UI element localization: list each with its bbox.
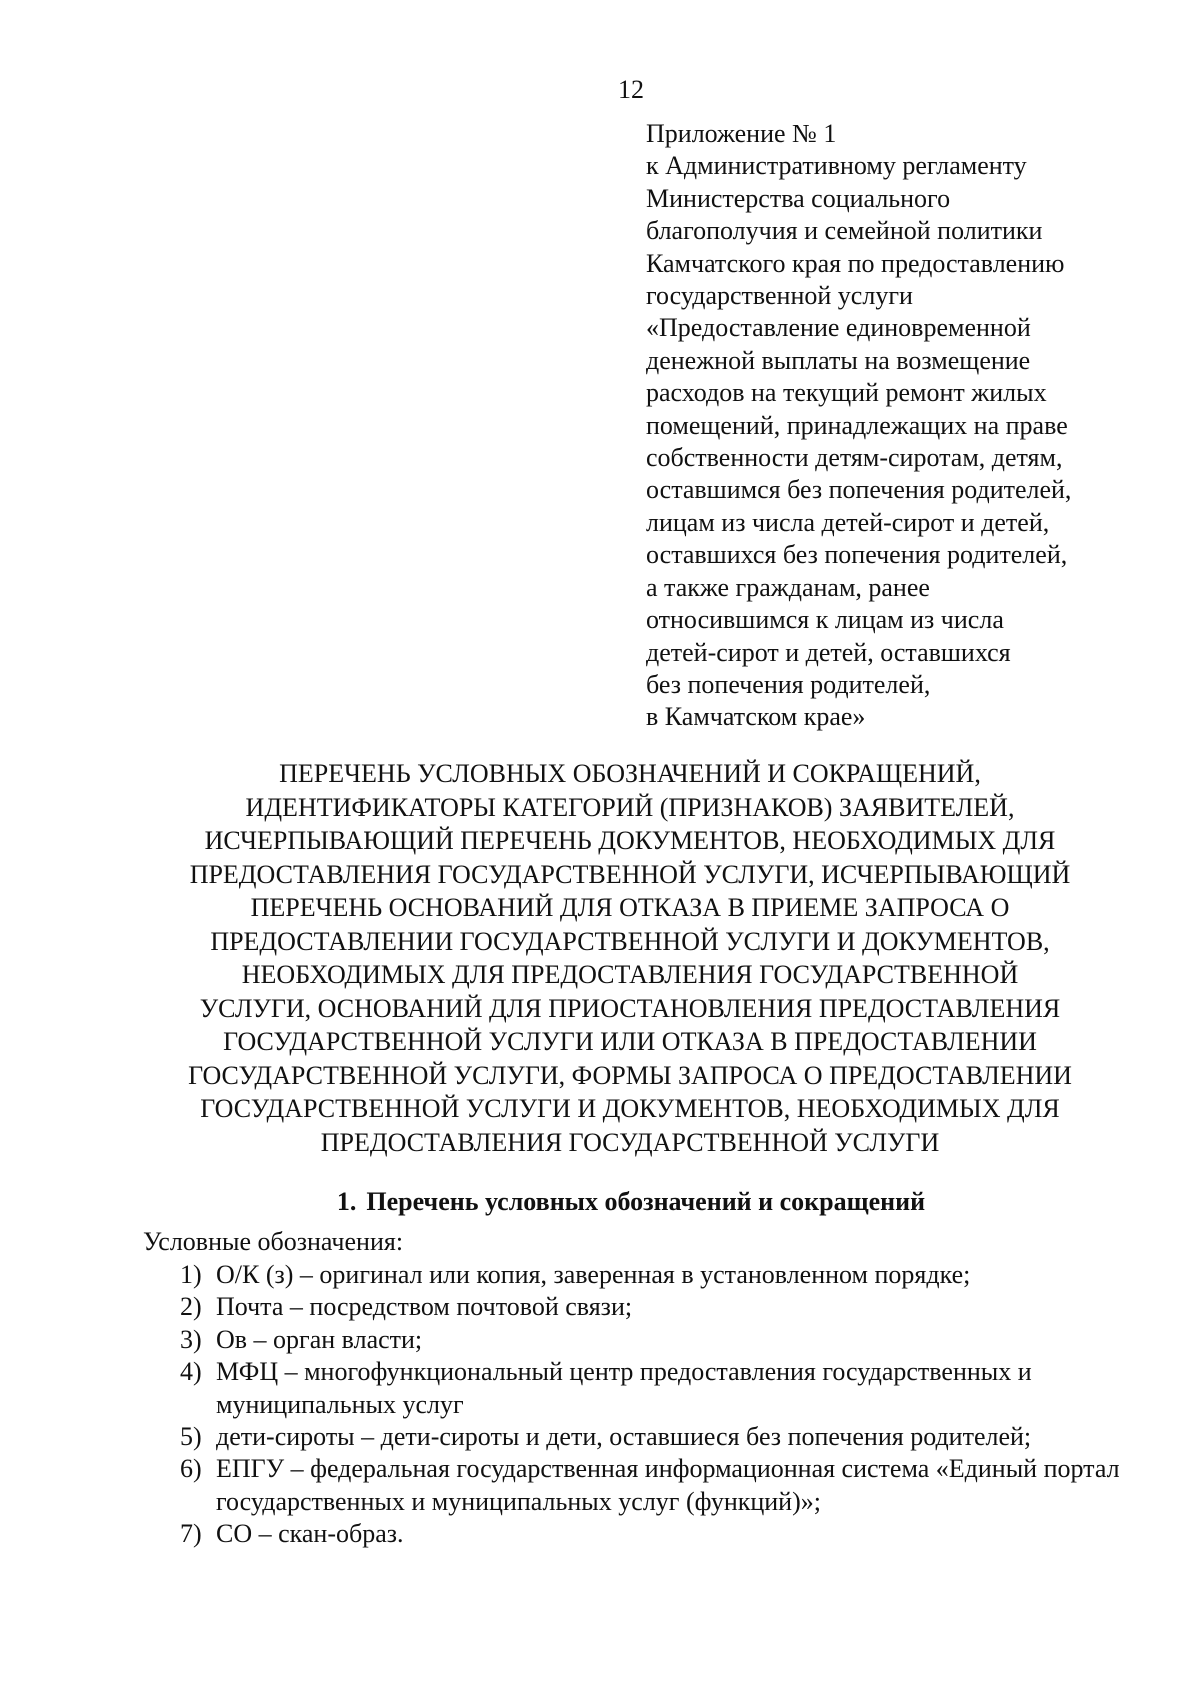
list-marker: 3) xyxy=(180,1324,202,1354)
list-marker: 6) xyxy=(180,1454,202,1484)
appendix-line: к Административному регламенту xyxy=(646,151,1027,181)
appendix-line: без попечения родителей, xyxy=(646,669,931,699)
legend-list xyxy=(180,1259,1130,1551)
title-line: ГОСУДАРСТВЕННОЙ УСЛУГИ ИЛИ ОТКАЗА В ПРЕДОСТАВЛЕНИИ xyxy=(223,1027,1037,1056)
appendix-line: денежной выплаты на возмещение xyxy=(646,345,1031,375)
list-item-text: Почта – посредством почтовой связи; xyxy=(216,1292,633,1322)
list-item-text: ЕПГУ – федеральная государственная информационная система «Единый портал государственных и муниципальных услуг (функций)»; xyxy=(216,1454,1120,1516)
title-line: ГОСУДАРСТВЕННОЙ УСЛУГИ, ФОРМЫ ЗАПРОСА О ПРЕДОСТАВЛЕНИИ xyxy=(188,1060,1072,1090)
appendix-line: детей-сирот и детей, оставшихся xyxy=(646,637,1011,667)
list-item-text: СО – скан-образ. xyxy=(216,1519,404,1549)
appendix-line: благополучия и семейной политики xyxy=(646,216,1043,246)
list-marker: 1) xyxy=(180,1260,202,1289)
title-line: ИСЧЕРПЫВАЮЩИЙ ПЕРЕЧЕНЬ ДОКУМЕНТОВ, НЕОБХОДИМЫХ ДЛЯ xyxy=(204,826,1056,855)
list-marker: 5) xyxy=(180,1422,202,1452)
list-marker: 4) xyxy=(180,1357,202,1387)
title-line: ПРЕДОСТАВЛЕНИЯ ГОСУДАРСТВЕННОЙ УСЛУГИ, ИСЧЕРПЫВАЮЩИЙ xyxy=(189,859,1071,889)
list-item xyxy=(180,1291,1130,1323)
appendix-line: Приложение № 1 xyxy=(646,119,837,148)
page-number: 12 xyxy=(618,75,644,104)
appendix-line: помещений, принадлежащих на праве xyxy=(646,410,1068,440)
list-item-text: дети-сироты – дети-сироты и дети, оставшиеся без попечения родителей; xyxy=(216,1422,1032,1452)
section-heading-text: Перечень условных обозначений и сокращений xyxy=(366,1187,926,1216)
list-item xyxy=(180,1421,1130,1453)
list-marker: 7) xyxy=(180,1519,202,1549)
appendix-line: государственной услуги xyxy=(646,281,913,311)
appendix-line: оставшихся без попечения родителей, xyxy=(646,540,1068,570)
title-line: ПЕРЕЧЕНЬ УСЛОВНЫХ ОБОЗНАЧЕНИЙ И СОКРАЩЕНИЙ, xyxy=(279,759,981,788)
document-title xyxy=(100,757,1160,1159)
list-item-text: МФЦ – многофункциональный центр предоставления государственных и муниципальных услуг xyxy=(216,1357,1032,1419)
section-number: 1. xyxy=(336,1187,357,1216)
title-line: ПЕРЕЧЕНЬ ОСНОВАНИЙ ДЛЯ ОТКАЗА В ПРИЕМЕ ЗАПРОСА О xyxy=(250,893,1010,922)
appendix-line: а также гражданам, ранее xyxy=(646,572,930,602)
appendix-line: оставшимся без попечения родителей, xyxy=(646,475,1072,505)
title-line: ИДЕНТИФИКАТОРЫ КАТЕГОРИЙ (ПРИЗНАКОВ) ЗАЯВИТЕЛЕЙ, xyxy=(245,792,1015,822)
title-line: ГОСУДАРСТВЕННОЙ УСЛУГИ И ДОКУМЕНТОВ, НЕОБХОДИМЫХ ДЛЯ xyxy=(200,1094,1060,1123)
appendix-line: в Камчатском крае» xyxy=(646,702,866,732)
title-line: ПРЕДОСТАВЛЕНИЯ ГОСУДАРСТВЕННОЙ УСЛУГИ xyxy=(320,1127,940,1157)
appendix-line: Министерства социального xyxy=(646,183,951,213)
list-marker: 2) xyxy=(180,1292,202,1322)
list-item xyxy=(180,1259,1130,1291)
list-item xyxy=(180,1453,1130,1518)
list-item-text: О/К (з) – оригинал или копия, заверенная в установленном порядке; xyxy=(216,1260,971,1289)
list-item xyxy=(180,1356,1130,1421)
appendix-line: расходов на текущий ремонт жилых xyxy=(646,378,1047,408)
list-item-text: Ов – орган власти; xyxy=(216,1324,423,1354)
title-line: УСЛУГИ, ОСНОВАНИЙ ДЛЯ ПРИОСТАНОВЛЕНИЯ ПРЕДОСТАВЛЕНИЯ xyxy=(199,993,1061,1023)
appendix-block xyxy=(646,118,1166,734)
list-item xyxy=(180,1518,1130,1550)
list-item xyxy=(180,1324,1130,1356)
appendix-line: относившимся к лицам из числа xyxy=(646,605,1004,635)
appendix-line: лицам из числа детей-сирот и детей, xyxy=(646,507,1050,537)
title-line: ПРЕДОСТАВЛЕНИИ ГОСУДАРСТВЕННОЙ УСЛУГИ И ДОКУМЕНТОВ, xyxy=(210,926,1050,956)
appendix-line: «Предоставление единовременной xyxy=(646,313,1031,343)
appendix-line: Камчатского края по предоставлению xyxy=(646,248,1065,278)
appendix-line: собственности детям-сиротам, детям, xyxy=(646,443,1063,473)
section-heading xyxy=(0,1186,1200,1218)
title-line: НЕОБХОДИМЫХ ДЛЯ ПРЕДОСТАВЛЕНИЯ ГОСУДАРСТВЕННОЙ xyxy=(241,960,1019,989)
legend-label: Условные обозначения: xyxy=(143,1227,404,1256)
